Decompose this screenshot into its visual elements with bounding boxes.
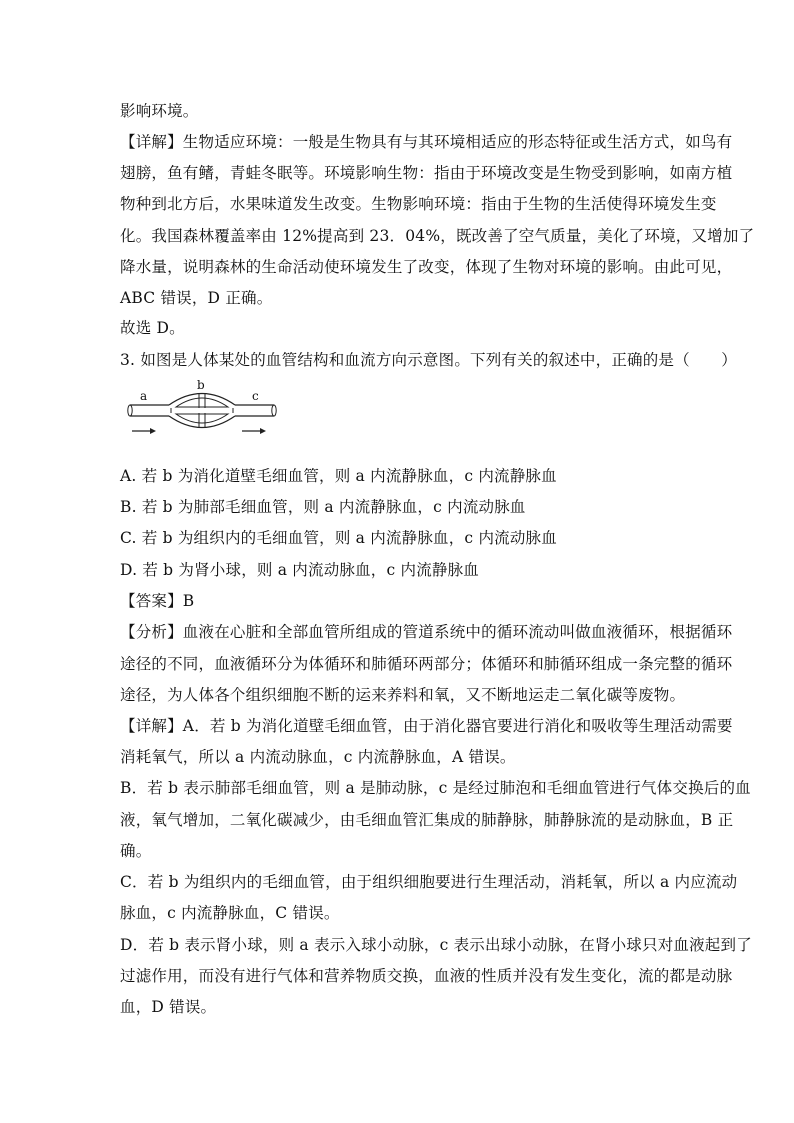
blood-vessel-diagram xyxy=(124,380,280,438)
text-line: D．若 b 表示肾小球，则 a 表示入球小动脉，c 表示出球小动脉，在肾小球只对血液起到了 xyxy=(120,936,752,954)
option-d: D. 若 b 为肾小球，则 a 内流动脉血，c 内流静脉血 xyxy=(120,561,480,579)
text-line: 影响环境。 xyxy=(120,102,199,120)
label-b: b xyxy=(197,380,205,392)
label-c: c xyxy=(252,389,259,403)
text-line: 降水量，说明森林的生命活动使环境发生了改变，体现了生物对环境的影响。由此可见， xyxy=(120,258,733,276)
question-stem: 3. 如图是人体某处的血管结构和血流方向示意图。下列有关的叙述中，正确的是（ ） xyxy=(120,351,737,369)
text-line: 脉血，c 内流静脉血，C 错误。 xyxy=(120,904,340,922)
flow-arrow-left xyxy=(132,428,156,434)
text-line: 【详解】生物适应环境：一般是生物具有与其环境相适应的形态特征或生活方式，如鸟有 xyxy=(120,133,733,151)
text-line: ABC 错误，D 正确。 xyxy=(120,289,273,307)
answer-line: 【答案】B xyxy=(120,592,195,610)
text-line: 消耗氧气，所以 a 内流动脉血，c 内流静脉血，A 错误。 xyxy=(120,748,516,766)
option-a: A. 若 b 为消化道壁毛细血管，则 a 内流静脉血，c 内流静脉血 xyxy=(120,467,557,485)
text-line: 液，氧气增加，二氧化碳减少，由毛细血管汇集成的肺静脉，肺静脉流的是动脉血，B 正 xyxy=(120,811,734,829)
text-line: 物种到北方后，水果味道发生改变。生物影响环境：指由于生物的生活使得环境发生变 xyxy=(120,195,717,213)
option-b: B. 若 b 为肺部毛细血管，则 a 内流静脉血，c 内流动脉血 xyxy=(120,498,526,516)
text-line: C．若 b 为组织内的毛细血管，由于组织细胞要进行生理活动，消耗氧，所以 a 内应流动 xyxy=(120,873,738,891)
text-line: 确。 xyxy=(120,842,152,860)
option-c: C. 若 b 为组织内的毛细血管，则 a 内流静脉血，c 内流动脉血 xyxy=(120,529,557,547)
text-line: 血，D 错误。 xyxy=(120,998,217,1016)
text-line: 翅膀，鱼有鳍，青蛙冬眠等。环境影响生物：指由于环境改变是生物受到影响，如南方植 xyxy=(120,164,733,182)
text-line: 过滤作用，而没有进行气体和营养物质交换，血液的性质并没有发生变化，流的都是动脉 xyxy=(120,967,733,985)
text-line: 化。我国森林覆盖率由 12%提高到 23．04%，既改善了空气质量，美化了环境，又增加了 xyxy=(120,227,755,245)
text-line: 故选 D。 xyxy=(120,319,185,337)
text-line: 途径，为人体各个组织细胞不断的运来养料和氧，又不断地运走二氧化碳等废物。 xyxy=(120,686,686,704)
text-line: 途径的不同，血液循环分为体循环和肺循环两部分；体循环和肺循环组成一条完整的循环 xyxy=(120,655,733,673)
label-a: a xyxy=(140,389,148,403)
text-line: B．若 b 表示肺部毛细血管，则 a 是肺动脉，c 是经过肺泡和毛细血管进行气体交换后的血 xyxy=(120,779,751,797)
text-line: 【分析】血液在心脏和全部血管所组成的管道系统中的循环流动叫做血液循环，根据循环 xyxy=(120,623,733,641)
text-line: 【详解】A．若 b 为消化道壁毛细血管，由于消化器官要进行消化和吸收等生理活动需要 xyxy=(120,717,733,735)
flow-arrow-right xyxy=(242,428,266,434)
